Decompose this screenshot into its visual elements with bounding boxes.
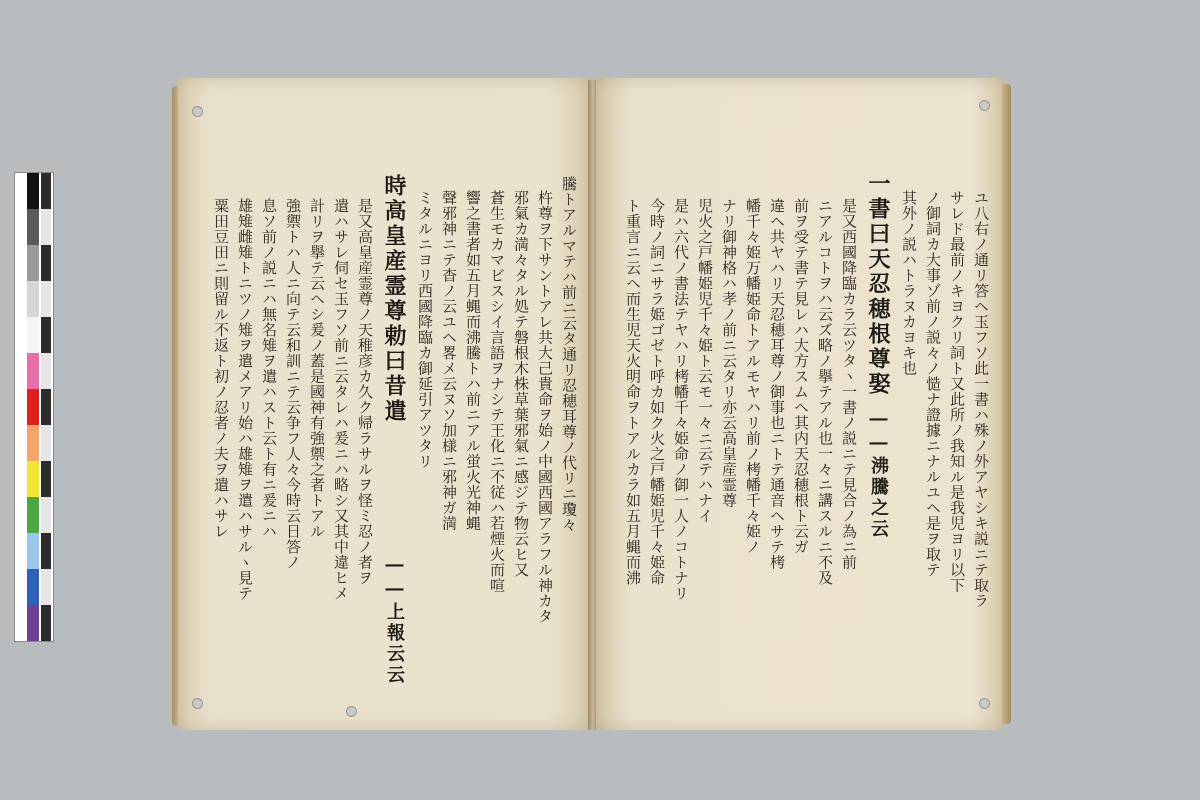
- binding-hole: [192, 106, 203, 117]
- gray-swatch: [41, 497, 51, 533]
- right-page: [596, 78, 1004, 730]
- right-text-column-1: ユ八右ノ通リ答ヘ玉フソ此一書ハ殊ノ外アヤシキ説ニテ取ラ: [972, 190, 990, 609]
- left-text-column-14: 粟田豆田ニ則留ル不返ト初ノ忍者ノ夫ヲ遣ハサレ: [212, 198, 230, 539]
- right-page-edge: [1002, 84, 1011, 724]
- color-swatch: [27, 281, 39, 317]
- gray-swatch: [41, 461, 51, 497]
- binding-hole: [979, 100, 990, 111]
- right-text-column-5: 是又西國降臨カラ云ツタヽ一書ノ説ニテ見合ノ為ニ前: [840, 198, 858, 570]
- color-swatch: [27, 317, 39, 353]
- right-text-column-3: ノ御詞カ大事ゾ前ノ説々ノ慥ナ證據ニナルユヘ是ヲ取テ: [924, 190, 942, 578]
- left-heading: 時高皇産霊尊勅曰昔遣: [381, 174, 407, 424]
- right-text-column-2: サレド最前ノキヨクリ詞ト又此所ノ我知ル是我児ヨリ以下: [948, 190, 966, 593]
- binding-hole: [192, 698, 203, 709]
- left-text-column-3: 邪氣カ満々タル処テ磐根木株草葉邪氣ニ感ジテ物云ヒ又: [512, 190, 530, 578]
- left-text-column-7: ミタルニヨリ西國降臨カ御延引アツタリ: [416, 190, 434, 469]
- left-text-column-13: 雄雉雌雉トニツノ雉ヲ遣メアリ始ハ雄雉ヲ遣ハサルヽ見テ: [236, 198, 254, 601]
- left-text-column-1: 騰トアルマテハ前ニ云タ通リ忍穂耳尊ノ代リニ瓊々: [560, 176, 578, 533]
- right-heading-tail: ――沸騰之云: [868, 408, 889, 540]
- gray-swatch: [41, 425, 51, 461]
- left-text-column-9: 遣ハサレ伺セ玉フソ前ニ云タレハ爰ニハ略シ又其中違ヒメ: [332, 198, 350, 601]
- right-text-column-14: ト重言ニ云ヘ而生児天火明命ヲトアルカラ如五月蝿而沸: [624, 198, 642, 586]
- gray-swatch: [41, 389, 51, 425]
- left-text-column-10: 計リヲ擧テ云ヘシ爰ノ蓋是國神有強禦之者トアル: [308, 198, 326, 539]
- right-text-column-4: 其外ノ説ハトラヌカヨキ也: [900, 190, 918, 376]
- left-page: [178, 78, 590, 730]
- right-text-column-11: 児火之戸幡姫児千々姫ト云モ一々ニ云テハナイ: [696, 198, 714, 524]
- left-text-column-11: 強禦トハ人ニ向テ云和訓ニテ云争フ人々今時云日答ノ: [284, 198, 302, 570]
- left-text-column-8: 是又高皇産霊尊ノ天稚彦カ久ク帰ラサルヲ怪ミ忍ノ者ヲ: [356, 198, 374, 586]
- gray-swatch: [41, 245, 51, 281]
- left-text-column-12: 息ソ前ノ説ニハ無名雉ヲ遣ハスト云ト有ニ爰ニハ: [260, 198, 278, 539]
- right-text-column-13: 今時ノ詞ニサラ姫ゴゼト呼カ如ク火之戸幡姫児千々姫命: [648, 198, 666, 586]
- binding-hole: [346, 706, 357, 717]
- right-heading: 一書曰天忍穂根尊娶: [865, 172, 891, 397]
- open-book: [168, 78, 1013, 738]
- right-text-column-8: 違ヘ共ヤハリ天忍穂耳尊ノ御事也ニトテ通音ヘサテ栲: [768, 198, 786, 570]
- color-swatch: [27, 209, 39, 245]
- gray-swatch: [41, 353, 51, 389]
- color-swatch: [27, 533, 39, 569]
- left-text-column-6: 聲邪神ニテ杳ノ云ユヘ畧メ云ヌソ加様ニ邪神ガ満: [440, 190, 458, 531]
- right-text-column-9: 幡千々姫万幡姫命トアルモヤハリ前ノ栲幡千々姫ノ: [744, 198, 762, 555]
- gray-swatch: [41, 173, 51, 209]
- color-swatch: [27, 461, 39, 497]
- color-swatch: [27, 605, 39, 641]
- color-swatch: [27, 389, 39, 425]
- gray-swatch: [41, 569, 51, 605]
- gray-swatch: [41, 281, 51, 317]
- left-text-column-5: 響之書者如五月蝿而沸騰トハ前ニアル蛍火光神蝿: [464, 190, 482, 531]
- right-text-column-6: ニアルコトヲハ云ズ略ノ擧テアル也一々ニ講スルニ不及: [816, 198, 834, 586]
- color-swatch: [27, 245, 39, 281]
- left-heading-tail: ――上報云云: [384, 554, 405, 686]
- color-swatch: [27, 173, 39, 209]
- gray-swatch: [41, 533, 51, 569]
- right-text-column-12: 是ハ六代ノ書法テヤハリ栲幡千々姫命ノ御一人ノコトナリ: [672, 198, 690, 601]
- right-text-column-10: ナリ御神格ハ孝ノ前ニ云タリ亦云高皇産霊尊: [720, 198, 738, 508]
- gray-swatch: [41, 209, 51, 245]
- left-text-column-2: 杵尊ヲ下サントアレ共大己貴命ヲ始ノ中國西國アラフル神カタ: [536, 190, 554, 624]
- gray-swatch: [41, 317, 51, 353]
- color-calibration-strip: [14, 172, 54, 642]
- color-swatch: [27, 569, 39, 605]
- right-text-column-7: 前ヲ受テ書テ見レハ大方スムヘ其内天忍穂根ト云ガ: [792, 198, 810, 555]
- gray-swatch: [41, 605, 51, 641]
- left-text-column-4: 蒼生モカマビスシイ言語ヲナシテ王化ニ不従ハ若煙火而喧: [488, 190, 506, 593]
- color-swatch: [27, 425, 39, 461]
- binding-hole: [979, 698, 990, 709]
- color-swatch: [27, 353, 39, 389]
- color-swatch: [27, 497, 39, 533]
